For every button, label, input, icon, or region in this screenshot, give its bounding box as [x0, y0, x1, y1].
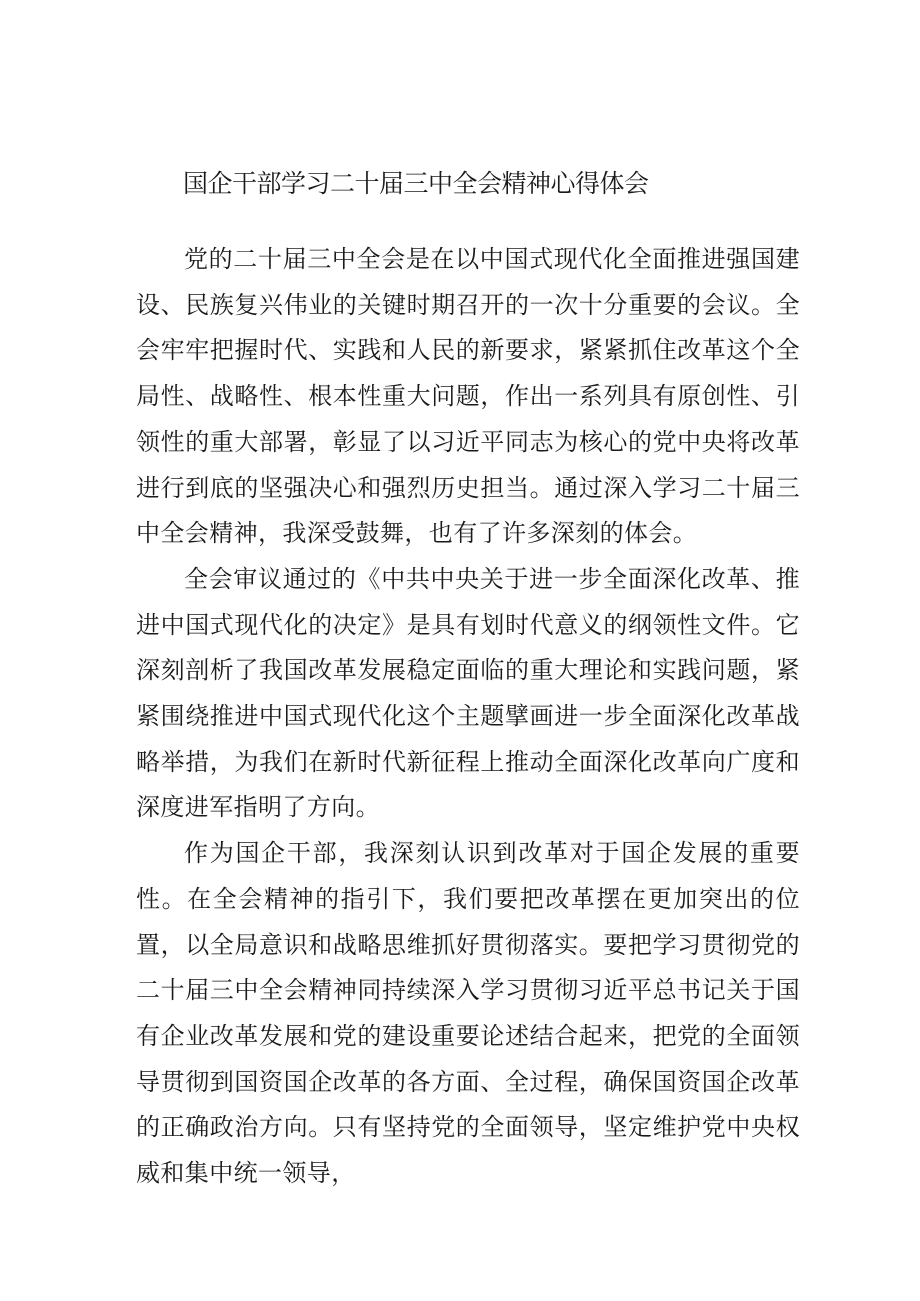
paragraph-1: 党的二十届三中全会是在以中国式现代化全面推进强国建设、民族复兴伟业的关键时期召开的一次十分重要的会议。全会牢牢把握时代、实践和人民的新要求，紧紧抓住改革这个全局性、战略性、根本性重大问题，作出一系列具有原创性、引领性的重大部署，彰显了以习近平同志为核心的党中央将改革进行到底的坚强决心和强烈历史担当。通过深入学习二十届三中全会精神，我深受鼓舞，也有了许多深刻的体会。	[136, 245, 800, 548]
paragraph-2: 全会审议通过的《中共中央关于进一步全面深化改革、推进中国式现代化的决定》是具有划时代意义的纲领性文件。它深刻剖析了我国改革发展稳定面临的重大理论和实践问题，紧紧围绕推进中国式现代化这个主题擘画进一步全面深化改革战略举措，为我们在新时代新征程上推动全面深化改革向广度和深度进军指明了方向。	[136, 564, 800, 822]
document-body	[136, 237, 800, 1197]
paragraph-3: 作为国企干部，我深刻认识到改革对于国企发展的重要性。在全会精神的指引下，我们要把改革摆在更加突出的位置，以全局意识和战略思维抓好贯彻落实。要把学习贯彻党的二十届三中全会精神同持续深入学习贯彻习近平总书记关于国有企业改革发展和党的建设重要论述结合起来，把党的全面领导贯彻到国资国企改革的各方面、全过程，确保国资国企改革的正确政治方向。只有坚持党的全面领导，坚定维护党中央权威和集中统一领导，	[136, 839, 800, 1188]
document-title: 国企干部学习二十届三中全会精神心得体会	[183, 169, 649, 198]
